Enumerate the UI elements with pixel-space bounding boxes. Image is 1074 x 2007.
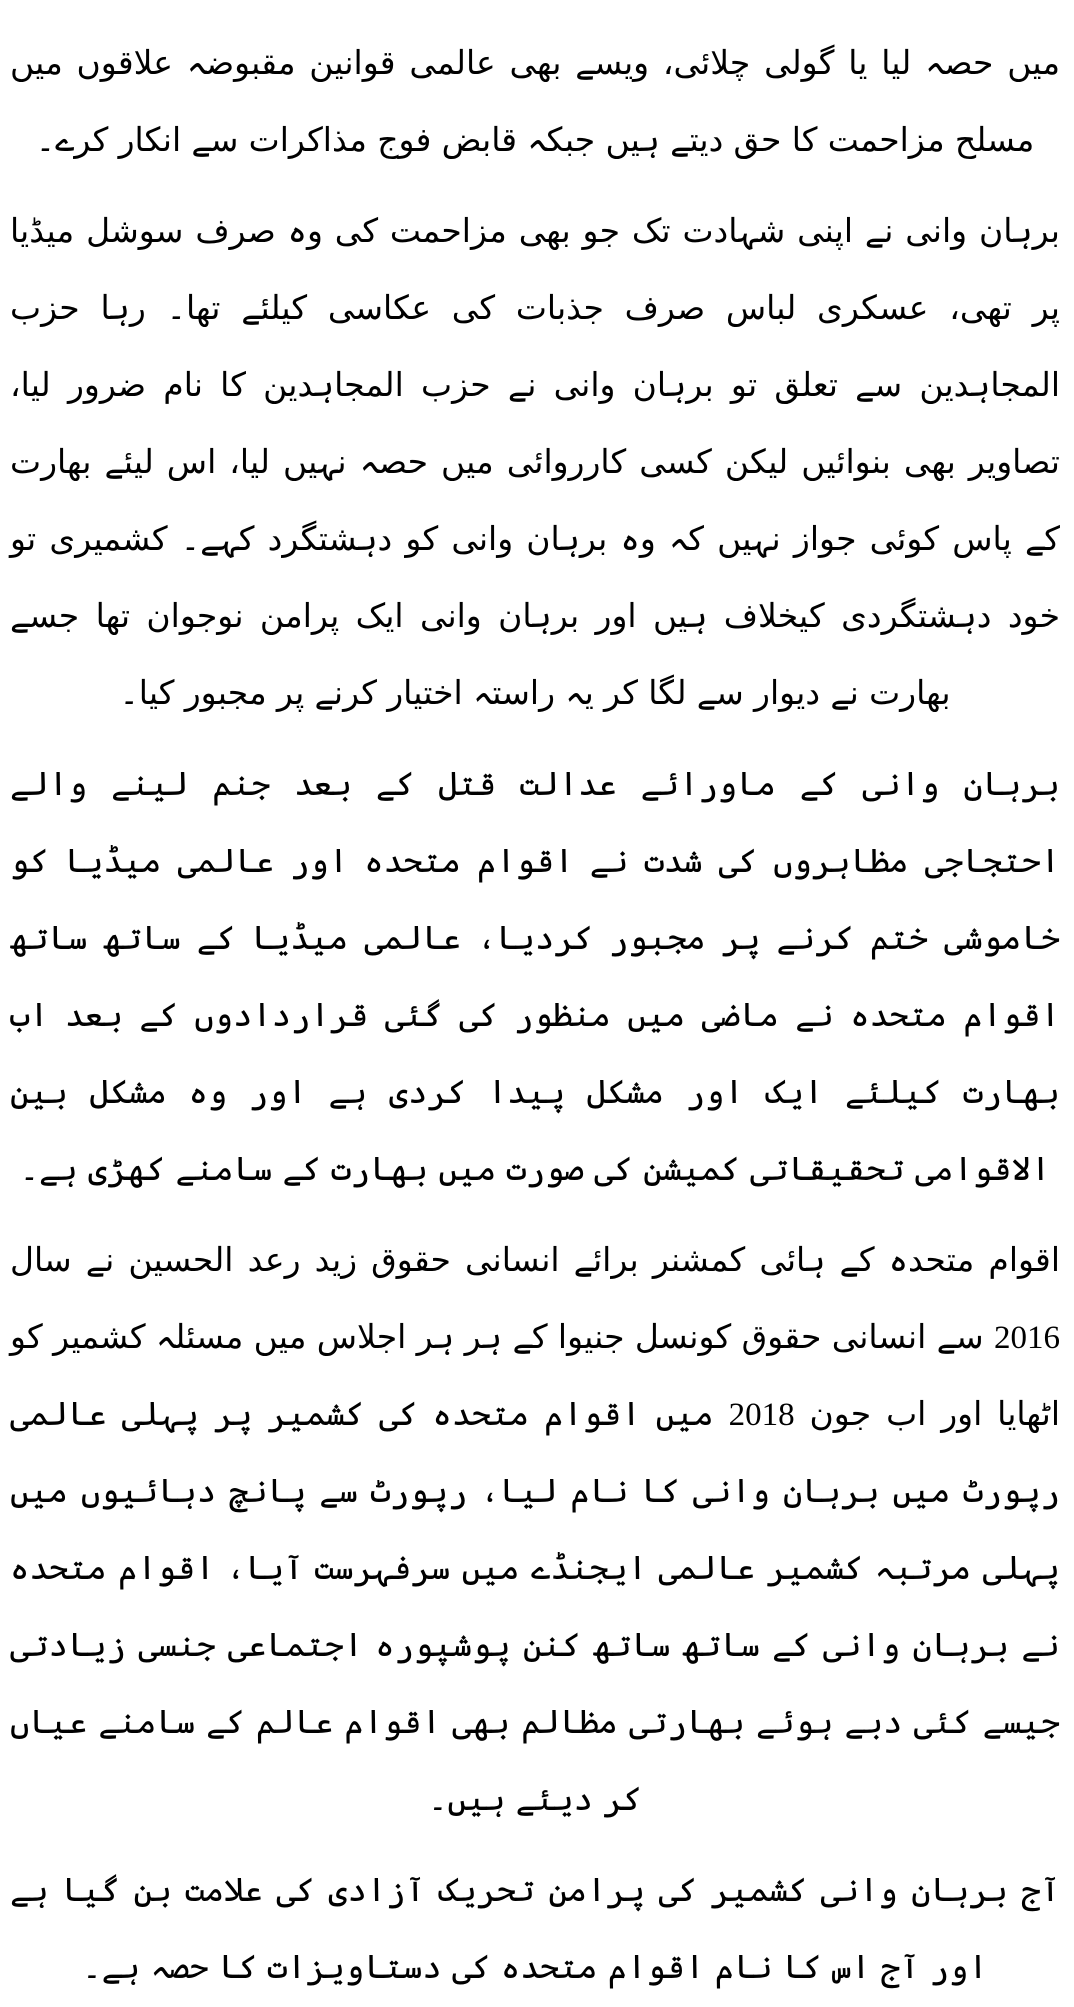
- paragraph-4: اقوام متحدہ کے ہائی کمشنر برائے انسانی حقوق زید رعد الحسین نے سال 2016 سے انسانی حقوق کونسل جنیوا کے ہر ہر اجلاس میں مسئلہ کشمیر کو اٹھایا اور اب جون 2018 میں اقوام متحدہ کی کشمیر پر پہلی عالمی رپورٹ میں برہان وانی کا نام لیا، رپورٹ سے پانچ دہائیوں میں پہلی مرتبہ کشمیر عالمی ایجنڈے میں سرفہرست آیا، اقوام متحدہ نے برہان وانی کے ساتھ ساتھ کنن پوشپورہ اجتماعی جنسی زیادتی جیسے کئی دبے ہوئے بھارتی مظالم بھی اقوام عالم کے سامنے عیاں کر دیئے ہیں۔: [10, 1243, 1060, 1818]
- paragraph-2: برہان وانی نے اپنی شہادت تک جو بھی مزاحمت کی وہ صرف سوشل میڈیا پر تھی، عسکری لباس صرف جذبات کی عکاسی کیلئے تھا۔ رہا حزب المجاہدین سے تعلق تو برہان وانی نے حزب المجاہدین کا نام ضرور لیا، تصاویر بھی بنوائیں لیکن کسی کارروائی میں حصہ نہیں لیا، اس لیئے بھارت کے پاس کوئی جواز نہیں کہ وہ برہان وانی کو دہشتگرد کہے۔ کشمیری تو خود دہشتگردی کیخلاف ہیں اور برہان وانی ایک پرامن نوجوان تھا جسے بھارت نے دیوار سے لگا کر یہ راستہ اختیار کرنے پر مجبور کیا۔: [10, 214, 1060, 712]
- paragraph-1: میں حصہ لیا یا گولی چلائی، ویسے بھی عالمی قوانین مقبوضہ علاقوں میں مسلح مزاحمت کا حق دیتے ہیں جبکہ قابض فوج مذاکرات سے انکار کرے۔: [10, 46, 1060, 159]
- paragraph-5: آج برہان وانی کشمیر کی پرامن تحریک آزادی کی علامت بن گیا ہے اور آج اس کا نام اقوام متحدہ کی دستاویزات کا حصہ ہے۔: [10, 1873, 1060, 1986]
- paragraph-3: برہان وانی کے ماورائے عدالت قتل کے بعد جنم لینے والے احتجاجی مظاہروں کی شدت نے اقوام متحدہ اور عالمی میڈیا کو خاموشی ختم کرنے پر مجبور کردیا، عالمی میڈیا کے ساتھ ساتھ اقوام متحدہ نے ماضی میں منظور کی گئی قراردادوں کے بعد اب بھارت کیلئے ایک اور مشکل پیدا کردی ہے اور وہ مشکل بین الاقوامی تحقیقاتی کمیشن کی صورت میں بھارت کے سامنے کھڑی ہے۔: [10, 767, 1060, 1188]
